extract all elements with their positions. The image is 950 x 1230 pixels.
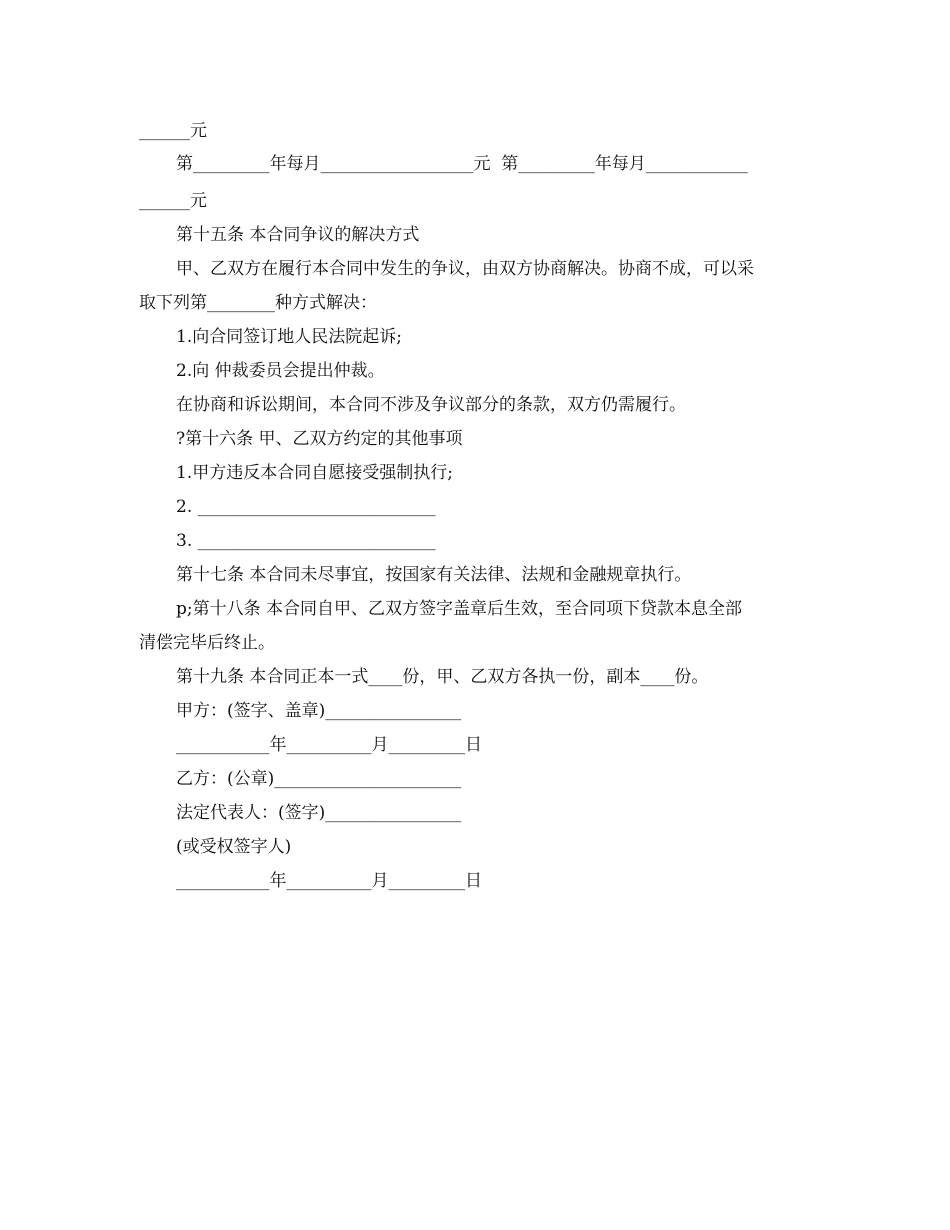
text-line: 在协商和诉讼期间，本合同不涉及争议部分的条款，双方仍需履行。 bbox=[176, 395, 686, 415]
list-item: 3. ____________________________ bbox=[176, 531, 436, 551]
text-line: 第_________年每月__________________元 第_________年每月____________ bbox=[176, 154, 748, 174]
text-line: 清偿完毕后终止。 bbox=[139, 633, 275, 653]
date-line: ___________年__________月_________日 bbox=[176, 735, 482, 755]
list-item: 1.甲方违反本合同自愿接受强制执行; bbox=[176, 463, 453, 483]
section-heading: ?第十六条 甲、乙双方约定的其他事项 bbox=[176, 429, 463, 449]
section-heading: 第十七条 本合同未尽事宜，按国家有关法律、法规和金融规章执行。 bbox=[176, 565, 692, 585]
list-item: 1.向合同签订地人民法院起诉; bbox=[176, 327, 402, 347]
text-line: 取下列第________种方式解决： bbox=[139, 293, 377, 313]
text-line: (或受权签字人) bbox=[176, 837, 292, 857]
section-heading: p;第十八条 本合同自甲、乙双方签字盖章后生效，至合同项下贷款本息全部 bbox=[176, 599, 743, 619]
text-line: 甲、乙双方在履行本合同中发生的争议，由双方协商解决。协商不成，可以采 bbox=[176, 259, 754, 279]
text-line: ______元 bbox=[139, 121, 207, 141]
signature-line-party-b: 乙方：(公章)______________________ bbox=[176, 769, 462, 789]
section-heading: 第十五条 本合同争议的解决方式 bbox=[176, 225, 420, 245]
list-item: 2.向 仲裁委员会提出仲裁。 bbox=[176, 361, 385, 381]
text-line: ______元 bbox=[139, 191, 207, 211]
signature-line-legal-rep: 法定代表人：(签字)________________ bbox=[176, 803, 462, 823]
section-heading: 第十九条 本合同正本一式____份，甲、乙双方各执一份，副本____份。 bbox=[176, 667, 709, 687]
signature-line-party-a: 甲方：(签字、盖章)________________ bbox=[176, 701, 462, 721]
list-item: 2. ____________________________ bbox=[176, 497, 436, 517]
date-line: ___________年__________月_________日 bbox=[176, 871, 482, 891]
